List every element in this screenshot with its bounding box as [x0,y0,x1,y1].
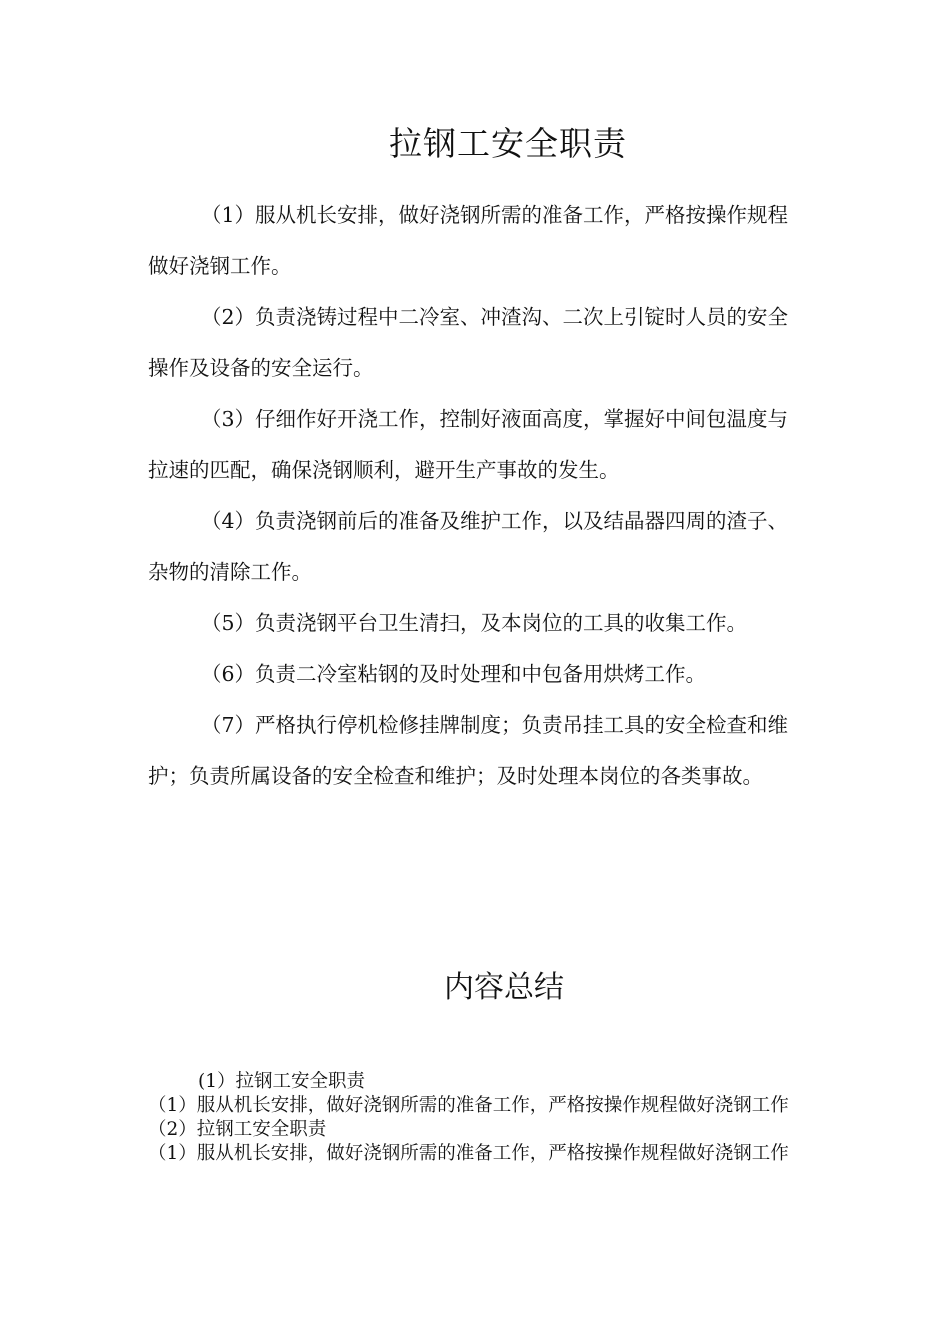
document-title: 拉钢工安全职责 [389,124,627,163]
duty-item-2: （2）负责浇铸过程中二冷室、冲渣沟、二次上引锭时人员的安全操作及设备的安全运行。 [148,305,789,380]
duty-item-7: （7）严格执行停机检修挂牌制度；负责吊挂工具的安全检查和维护；负责所属设备的安全检查和维护；及时处理本岗位的各类事故。 [148,713,789,788]
duty-item-1: （1）服从机长安排，做好浇钢所需的准备工作，严格按操作规程做好浇钢工作。 [148,203,789,278]
summary-line-1: (1）拉钢工安全职责 [198,1071,365,1092]
duty-item-4: （4）负责浇钢前后的准备及维护工作，以及结晶器四周的渣子、杂物的清除工作。 [148,509,789,584]
duty-item-6: （6）负责二冷室粘钢的及时处理和中包备用烘烤工作。 [201,662,707,686]
duty-item-3: （3）仔细作好开浇工作，控制好液面高度，掌握好中间包温度与拉速的匹配，确保浇钢顺利，避开生产事故的发生。 [148,407,789,482]
summary-section [148,1070,808,1166]
summary-title: 内容总结 [444,970,564,1005]
summary-line-2: （1）服从机长安排，做好浇钢所需的准备工作，严格按操作规程做好浇钢工作 [148,1095,789,1116]
duty-item-5: （5）负责浇钢平台卫生清扫，及本岗位的工具的收集工作。 [201,611,748,635]
summary-line-4: （1）服从机长安排，做好浇钢所需的准备工作，严格按操作规程做好浇钢工作 [148,1143,789,1164]
duties-list [148,190,808,802]
summary-line-3: （2）拉钢工安全职责 [148,1119,327,1140]
